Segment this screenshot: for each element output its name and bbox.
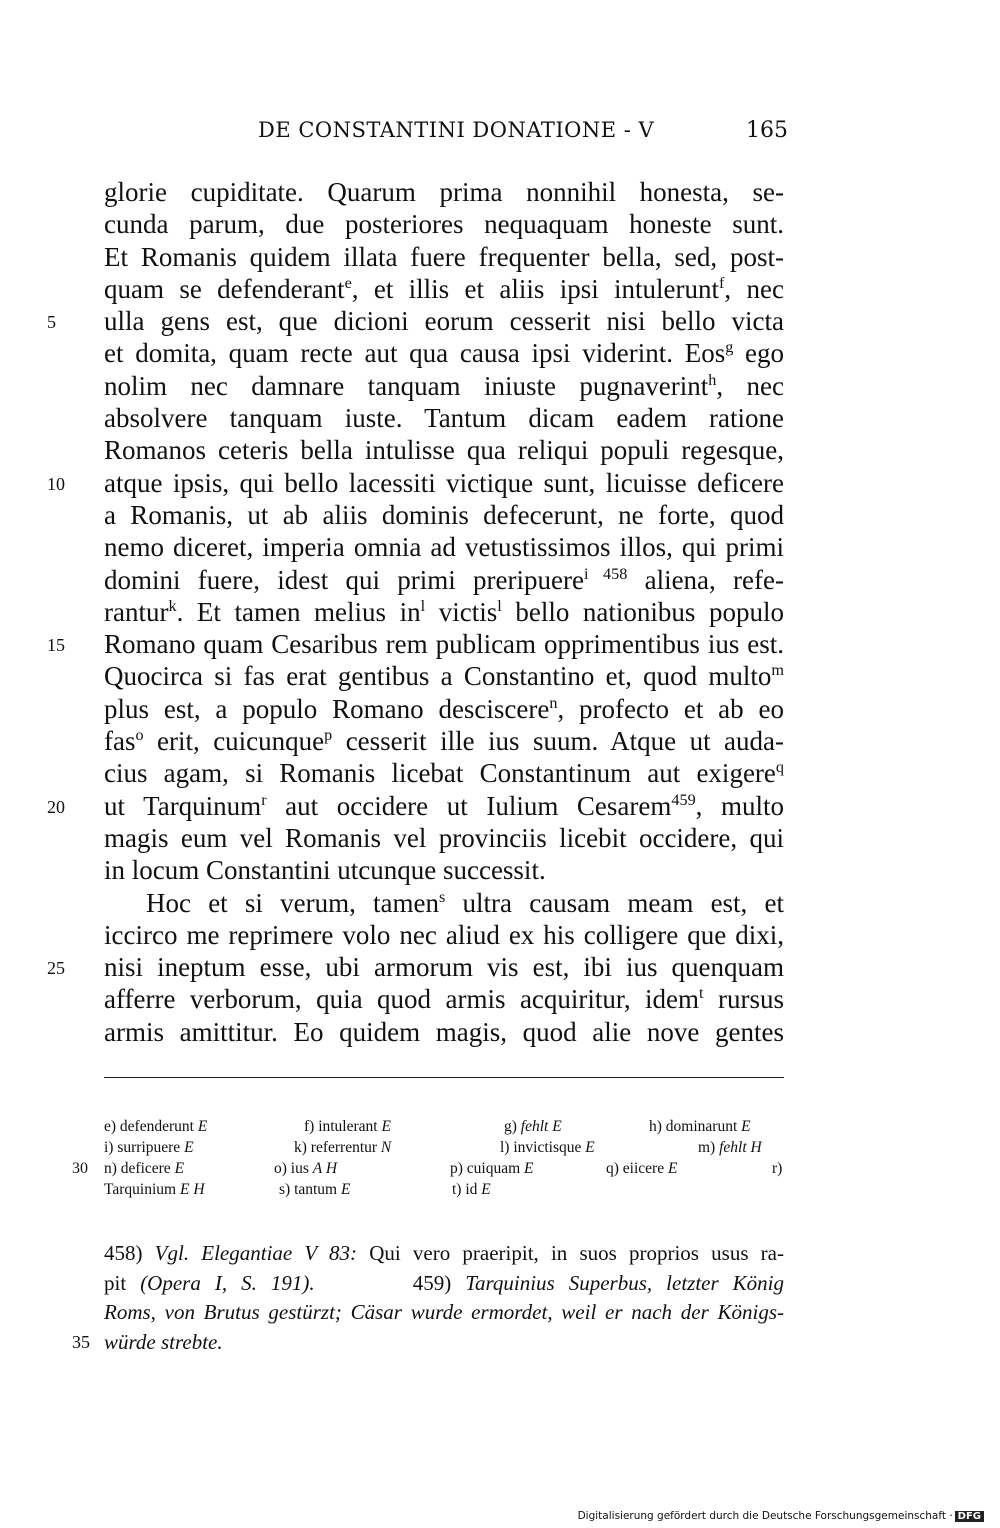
commentary-text: Roms, von Brutus gestürzt; Cäsar wurde ermordet, weil er nach der Königs- (104, 1300, 784, 1324)
commentary-text: 458) Vgl. Elegantiae V 83: Qui vero praeripit, in suos proprios usus ra- (104, 1241, 784, 1265)
line-text: plus est, a populo Romano desciscere$^n$, profecto et ab eo (104, 693, 784, 724)
line-number: 25 (47, 958, 65, 979)
line-text: fas$^o$ erit, cuicunque$^p$ cesserit ille ius suum. Atque ut auda- (104, 726, 785, 757)
text-line (104, 370, 784, 402)
digitization-credit (578, 1510, 984, 1522)
text-line (47, 305, 784, 337)
text-line (104, 402, 784, 434)
text-line (104, 887, 784, 919)
text-line (104, 564, 784, 596)
text-line (104, 822, 784, 854)
line-text: cunda parum, due posteriores nequaquam honeste sunt. (104, 209, 784, 240)
text-line (104, 241, 784, 273)
variant-note: k) referrentur N (294, 1139, 392, 1156)
line-number: 10 (47, 473, 65, 494)
text-line (104, 725, 784, 757)
line-text: absolvere tanquam iuste. Tantum dicam eadem ratione (104, 403, 784, 434)
commentary-line (104, 1298, 784, 1328)
commentary-line (72, 1328, 784, 1358)
text-line (104, 660, 784, 692)
text-line (47, 628, 784, 660)
line-text: atque ipsis, qui bello lacessiti victique sunt, licuisse deficere (104, 467, 784, 498)
line-text: Romano quam Cesaribus rem publicam opprimentibus ius est. (104, 629, 784, 660)
text-line (104, 208, 784, 240)
text-line (47, 790, 784, 822)
line-text: Romanos ceteris bella intulisse qua reliqui populi regesque, (104, 435, 784, 466)
text-line (104, 531, 784, 563)
variant-note: r) (772, 1160, 783, 1177)
text-line (104, 1016, 784, 1048)
commentary-text: würde strebte. (104, 1329, 223, 1354)
line-number: 5 (47, 312, 56, 333)
commentary-line (104, 1269, 784, 1299)
dfg-logo: DFG (955, 1511, 984, 1522)
line-text: Et Romanis quidem illata fuere frequenter bella, sed, post- (104, 241, 784, 272)
variant-note: p) cuiquam E (450, 1160, 534, 1177)
credit-text: Digitalisierung gefördert durch die Deutsche Forschungsgemeinschaft · (577, 1510, 953, 1522)
line-text: ulla gens est, que dicioni eorum cesserit nisi bello victa (104, 306, 784, 337)
text-line (104, 919, 784, 951)
text-line (104, 176, 784, 208)
text-line (104, 854, 784, 886)
variant-note: n) deficere E (104, 1160, 185, 1177)
variant-note: h) dominarunt E (649, 1118, 751, 1135)
line-text: nolim nec damnare tanquam iniuste pugnaverint$^h$, nec (104, 370, 784, 401)
line-text: a Romanis, ut ab aliis dominis defecerunt, ne forte, quod (104, 499, 784, 530)
footnote-divider (104, 1077, 784, 1078)
variant-note: s) tantum E (279, 1181, 351, 1198)
text-line (104, 499, 784, 531)
line-text: in locum Constantini utcunque successit. (104, 855, 546, 886)
commentary-text: pit (Opera I, S. 191). 459) Tarquinius Superbus, letzter König (104, 1270, 785, 1295)
variant-row (72, 1158, 784, 1179)
commentary-notes (72, 1239, 785, 1357)
line-text: Quocirca si fas erat gentibus a Constantino et, quod multo$^m$ (104, 661, 784, 692)
line-text: glorie cupiditate. Quarum prima nonnihil honesta, se- (104, 177, 784, 207)
variant-note: i) surripuere E (104, 1139, 194, 1156)
commentary-line (104, 1239, 784, 1269)
line-text: quam se defenderant$^e$, et illis et aliis ipsi intulerunt$^f$, nec (104, 273, 784, 304)
text-line (104, 596, 784, 628)
text-line (104, 434, 784, 466)
text-line (47, 467, 784, 499)
line-text: iccirco me reprimere volo nec aliud ex his colligere que dixi, (104, 919, 784, 950)
line-number: 20 (47, 796, 65, 817)
text-line (104, 983, 784, 1015)
variant-note: q) eiicere E (606, 1160, 678, 1177)
line-text: armis amittitur. Eo quidem magis, quod alie nove gentes (104, 1016, 784, 1047)
line-text: rantur$^k$. Et tamen melius $in^l$ victis$^l$ bello nationibus populo (104, 596, 785, 627)
line-text: ut Tarquinum$^r$ aut occidere ut Iulium Cesarem$^{459}$, multo (104, 790, 784, 821)
variant-row (104, 1179, 784, 1200)
line-number: 15 (47, 635, 65, 656)
running-title: DE CONSTANTINI DONATIONE - V (258, 118, 655, 142)
page-number: 165 (746, 118, 788, 143)
variant-note: o) ius A H (274, 1160, 338, 1177)
variant-note: l) invictisque E (500, 1139, 595, 1156)
variant-note: g) fehlt E (504, 1118, 562, 1135)
line-number: 35 (72, 1331, 90, 1352)
variant-row (104, 1116, 784, 1137)
variant-note: Tarquinium E H (104, 1181, 205, 1198)
line-text: nisi ineptum esse, ubi armorum vis est, ibi ius quenquam (104, 952, 784, 983)
line-text: afferre verborum, quia quod armis acquiritur, idem$^t$ rursus (104, 984, 784, 1015)
line-text: magis eum vel Romanis vel provinciis licebit occidere, qui (104, 822, 784, 853)
line-text: Hoc et si verum, tamen$^s$ ultra causam meam est, et (146, 887, 784, 918)
variant-row (104, 1137, 784, 1158)
line-text: et domita, quam recte aut qua causa ipsi viderint. Eos$^g$ ego (104, 338, 785, 369)
line-text: domini fuere, idest qui primi preripuere$^{i 458}$ aliena, refe- (104, 564, 784, 595)
variant-note: t) id E (452, 1181, 491, 1198)
text-line (47, 951, 784, 983)
variant-note: e) defenderunt E (104, 1118, 208, 1135)
line-text: nemo diceret, imperia omnia ad vetustissimos illos, qui primi (104, 532, 784, 563)
variant-apparatus (72, 1116, 784, 1200)
line-number: 30 (72, 1160, 88, 1177)
variant-note: f) intulerant E (304, 1118, 391, 1135)
text-line (104, 693, 784, 725)
variant-note: m) fehlt H (698, 1139, 762, 1156)
line-text: cius agam, si Romanis licebat Constantinum aut exigere$^q$ (104, 758, 784, 789)
text-line (104, 337, 784, 369)
main-text (47, 176, 785, 1048)
text-line (104, 273, 784, 305)
text-line (104, 757, 784, 789)
